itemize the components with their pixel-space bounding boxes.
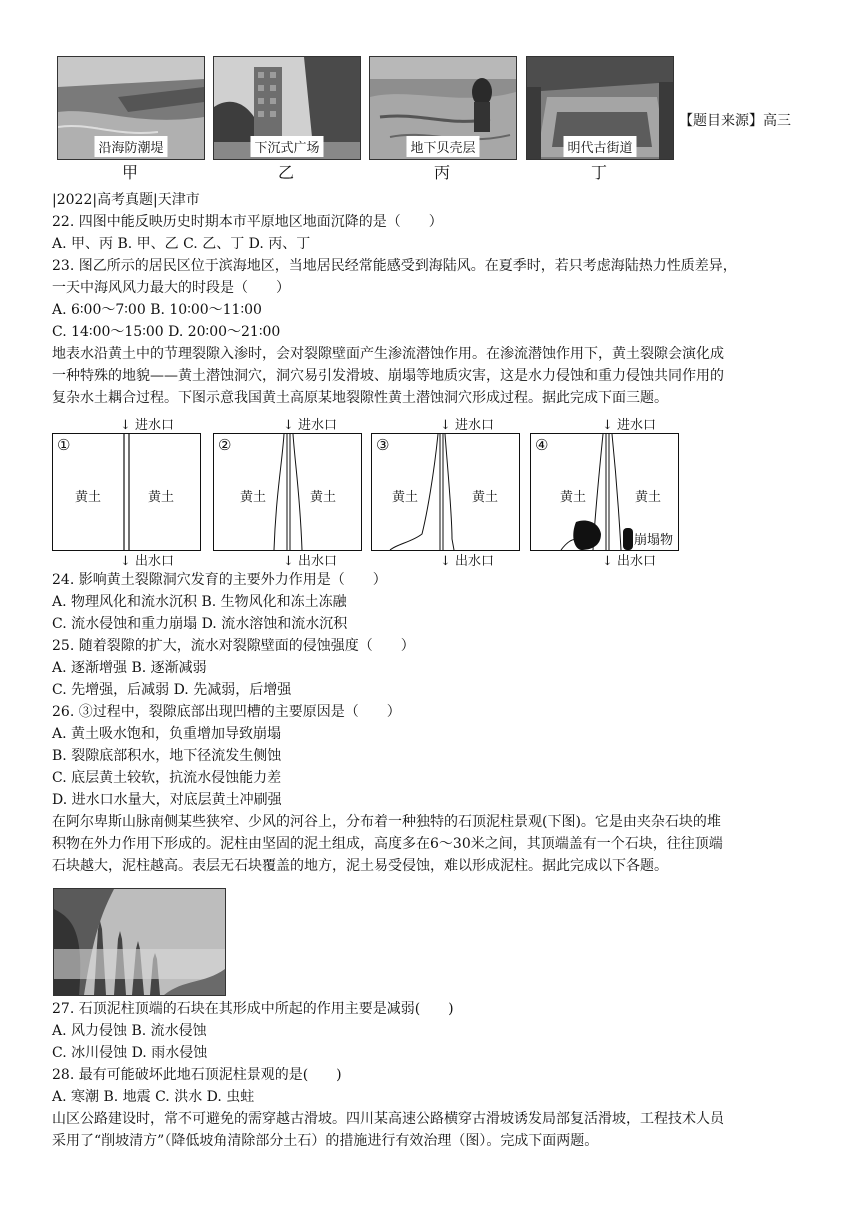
photo-caption: 沿海防潮堤 (94, 136, 167, 157)
question-22-options: A. 甲、丙 B. 甲、乙 C. 乙、丁 D. 丙、丁 (52, 236, 311, 252)
diagram-panel-3 (371, 433, 520, 551)
photo-letter: 甲 (121, 163, 138, 182)
diagram-panel-4 (530, 433, 679, 551)
question-26: 26. ③过程中，裂隙底部出现凹槽的主要原因是（ ） (52, 704, 401, 720)
source-line: |2022|高考真题|天津市 (52, 192, 200, 208)
outlet-label: ↓ 出水口 (120, 554, 175, 569)
question-26-option-d: D. 进水口水量大，对底层黄土冲刷强 (52, 792, 282, 808)
outlet-label: ↓ 出水口 (283, 554, 338, 569)
question-25: 25. 随着裂隙的扩大，流水对裂隙壁面的侵蚀强度（ ） (52, 638, 415, 654)
diagram-panel-2 (213, 433, 362, 551)
passage-2: 积物在外力作用下形成的。泥柱由坚固的泥土组成，高度多在6～30米之间，其顶端盖有一个石块，往往顶端 (52, 836, 723, 852)
photo-letter: 丙 (433, 163, 450, 182)
loess-label: 黄土 (148, 490, 175, 505)
inlet-label: ↓ 进水口 (440, 418, 495, 433)
question-25-options-2: C. 先增强，后减弱 D. 先减弱，后增强 (52, 682, 292, 698)
question-24-options-1: A. 物理风化和流水沉积 B. 生物风化和冻土冻融 (52, 594, 347, 610)
photo-shell-layer (369, 56, 517, 160)
photo-letter: 丁 (590, 163, 607, 182)
photo-letter: 乙 (277, 163, 294, 182)
earth-pillars-photo (53, 888, 226, 996)
question-28-options: A. 寒潮 B. 地震 C. 洪水 D. 虫蛀 (52, 1089, 255, 1105)
question-28: 28. 最有可能破坏此地石顶泥柱景观的是( ) (52, 1067, 342, 1083)
inlet-label: ↓ 进水口 (120, 418, 175, 433)
question-27-options-1: A. 风力侵蚀 B. 流水侵蚀 (52, 1023, 207, 1039)
passage-3: 山区公路建设时，常不可避免的需穿越古滑坡。四川某高速公路横穿古滑坡诱发局部复活滑坡，工程技术人员 (52, 1111, 724, 1127)
question-23: 23. 图乙所示的居民区位于滨海地区，当地居民经常能感受到海陆风。在夏季时，若只考虑海陆热力性质差异， (52, 258, 737, 274)
photo-caption: 下沉式广场 (250, 136, 323, 157)
panel-number: ② (218, 436, 232, 454)
question-26-option-c: C. 底层黄土较软，抗流水侵蚀能力差 (52, 770, 282, 786)
passage-2: 石块越大，泥柱越高。表层无石块覆盖的地方，泥土易受侵蚀，难以形成泥柱。据此完成以下各题。 (52, 858, 668, 874)
question-25-options-1: A. 逐渐增强 B. 逐渐减弱 (52, 660, 207, 676)
loess-label: 黄土 (392, 490, 419, 505)
passage-2: 在阿尔卑斯山脉南侧某些狭窄、少风的河谷上，分布着一种独特的石顶泥柱景观(下图)。它是由夹杂石块的堆 (52, 814, 721, 830)
question-24-options-2: C. 流水侵蚀和重力崩塌 D. 流水溶蚀和流水沉积 (52, 616, 348, 632)
photo-seawall (57, 56, 205, 160)
question-22: 22. 四图中能反映历史时期本市平原地区地面沉降的是（ ） (52, 214, 443, 230)
question-23-options-2: C. 14∶00～15∶00 D. 20∶00～21∶00 (52, 324, 281, 340)
outlet-label: ↓ 出水口 (602, 554, 657, 569)
question-26-option-a: A. 黄土吸水饱和，负重增加导致崩塌 (52, 726, 282, 742)
question-26-option-b: B. 裂隙底部积水，地下径流发生侧蚀 (52, 748, 282, 764)
passage-1: 复杂水土耦合过程。下图示意我国黄土高原某地裂隙性黄土潜蚀洞穴形成过程。据此完成下面三题。 (52, 390, 668, 406)
photo-caption: 明代古街道 (563, 136, 636, 157)
loess-label: 黄土 (560, 490, 587, 505)
passage-1: 一种特殊的地貌——黄土潜蚀洞穴，洞穴易引发滑坡、崩塌等地质灾害，这是水力侵蚀和重力侵蚀共同作用的 (52, 368, 724, 384)
panel-number: ③ (376, 436, 390, 454)
outlet-label: ↓ 出水口 (440, 554, 495, 569)
photo-sunken-plaza (213, 56, 361, 160)
question-27-options-2: C. 冰川侵蚀 D. 雨水侵蚀 (52, 1045, 208, 1061)
question-24: 24. 影响黄土裂隙洞穴发育的主要外力作用是（ ） (52, 572, 387, 588)
question-23-cont: 一天中海风风力最大的时段是（ ） (52, 280, 290, 296)
loess-label: 黄土 (472, 490, 499, 505)
loess-label: 黄土 (635, 490, 662, 505)
panel-number: ① (57, 436, 71, 454)
photo-ming-street (526, 56, 674, 160)
diagram-panel-1 (52, 433, 201, 551)
loess-label: 黄土 (310, 490, 337, 505)
debris-label: 崩塌物 (634, 529, 673, 548)
source-tag: 【题目来源】高三 (679, 113, 791, 129)
inlet-label: ↓ 进水口 (283, 418, 338, 433)
question-23-options-1: A. 6∶00～7∶00 B. 10∶00～11∶00 (52, 302, 262, 318)
photo-caption: 地下贝壳层 (406, 136, 479, 157)
passage-1: 地表水沿黄土中的节理裂隙入渗时，会对裂隙壁面产生渗流潜蚀作用。在渗流潜蚀作用下，黄土裂隙会演化成 (52, 346, 724, 362)
panel-number: ④ (535, 436, 549, 454)
passage-3: 采用了“削坡清方”（降低坡角清除部分土石）的措施进行有效治理（图）。完成下面两题。 (52, 1133, 599, 1149)
question-27: 27. 石顶泥柱顶端的石块在其形成中所起的作用主要是减弱( ) (52, 1001, 454, 1017)
inlet-label: ↓ 进水口 (602, 418, 657, 433)
loess-label: 黄土 (240, 490, 267, 505)
loess-label: 黄土 (75, 490, 102, 505)
